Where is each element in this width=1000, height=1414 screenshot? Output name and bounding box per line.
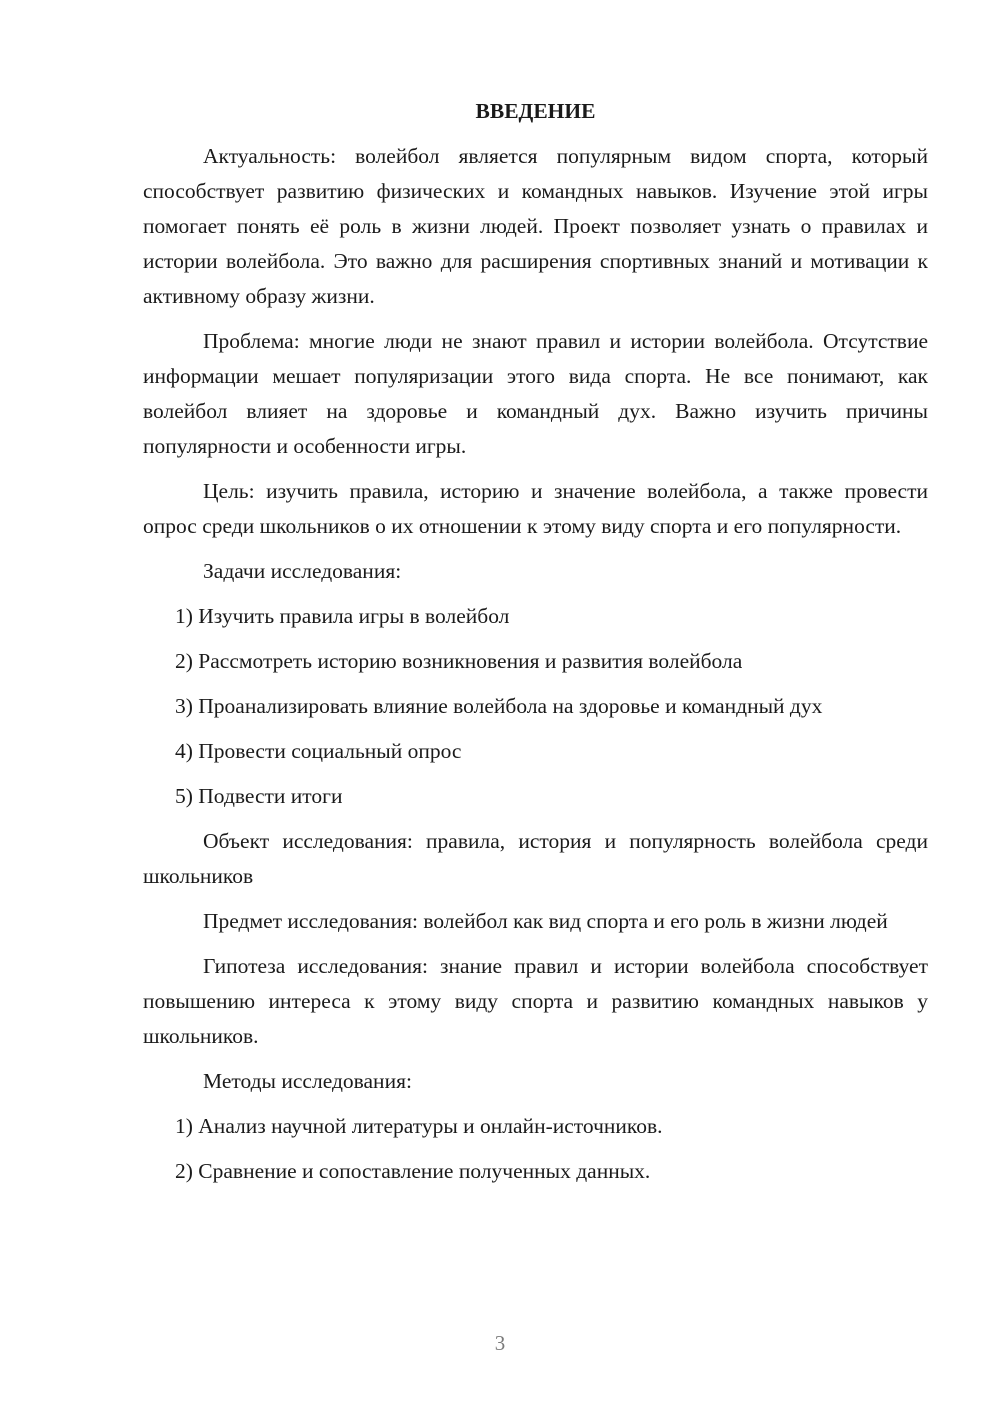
method-item: 1) Анализ научной литературы и онлайн-источников. xyxy=(175,1114,663,1138)
problem-paragraph: Проблема: многие люди не знают правил и истории волейбола. Отсутствие информации мешает популяризации этого вида спорта. Не все понимают, как волейбол влияет на здоровье и командный дух. Важно изучить причины популярности и особенности игры. xyxy=(143,329,928,458)
methods-heading: Методы исследования: xyxy=(203,1069,412,1093)
tasks-heading: Задачи исследования: xyxy=(203,559,402,583)
object-paragraph: Объект исследования: правила, история и популярность волейбола среди школьников xyxy=(143,829,928,888)
section-title: ВВЕДЕНИЕ xyxy=(475,99,596,123)
relevance-paragraph: Актуальность: волейбол является популярным видом спорта, который способствует развитию физических и командных навыков. Изучение этой игры помогает понять её роль в жизни людей. Проект позволяет узнать о правилах и истории волейбола. Это важно для расширения спортивных знаний и мотивации к активному образу жизни. xyxy=(143,144,928,308)
subject-paragraph: Предмет исследования: волейбол как вид спорта и его роль в жизни людей xyxy=(203,909,888,933)
task-item: 1) Изучить правила игры в волейбол xyxy=(175,604,510,628)
document-page xyxy=(143,94,928,1199)
page-number: 3 xyxy=(494,1331,506,1355)
method-item: 2) Сравнение и сопоставление полученных данных. xyxy=(175,1159,651,1183)
goal-paragraph: Цель: изучить правила, историю и значение волейбола, а также провести опрос среди школьников о их отношении к этому виду спорта и его популярности. xyxy=(143,479,928,538)
task-item: 4) Провести социальный опрос xyxy=(175,739,462,763)
task-item: 3) Проанализировать влияние волейбола на здоровье и командный дух xyxy=(175,694,823,718)
task-item: 5) Подвести итоги xyxy=(175,784,343,808)
task-item: 2) Рассмотреть историю возникновения и развития волейбола xyxy=(175,649,743,673)
hypothesis-paragraph: Гипотеза исследования: знание правил и истории волейбола способствует повышению интереса к этому виду спорта и развитию командных навыков у школьников. xyxy=(143,954,928,1048)
